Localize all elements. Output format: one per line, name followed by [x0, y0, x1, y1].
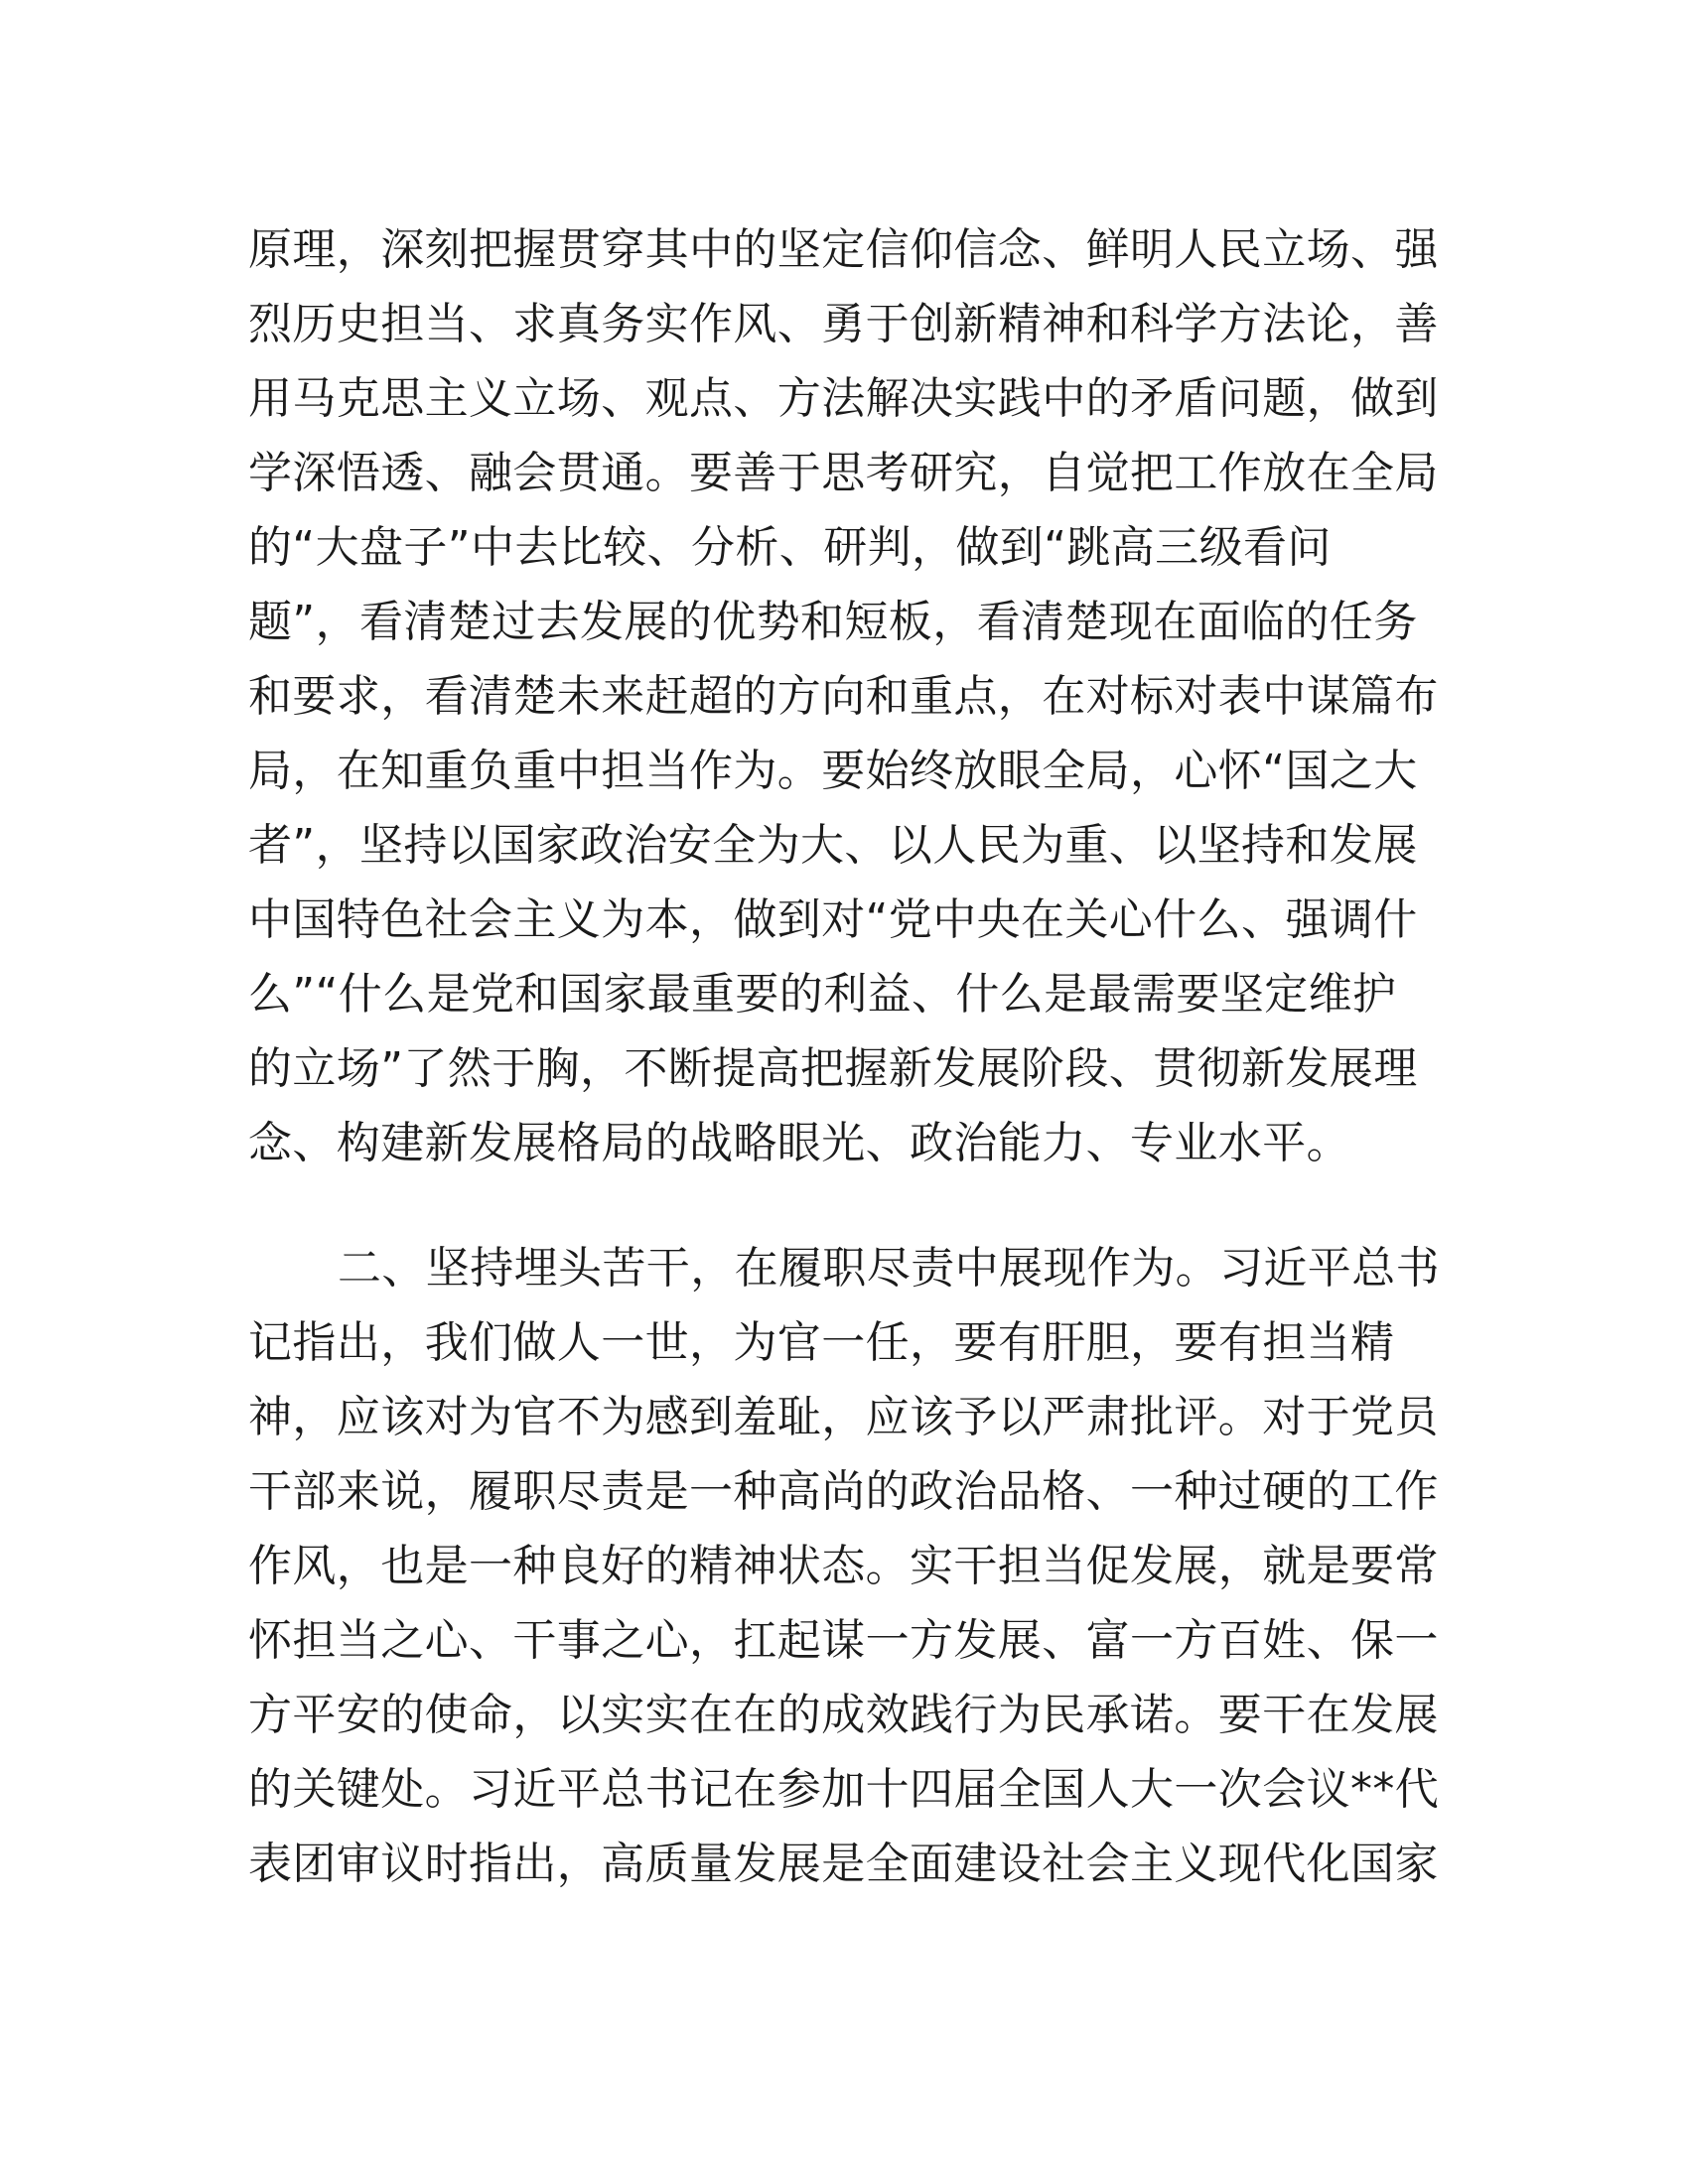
paragraph-2 — [248, 1231, 1440, 1901]
text-line: 学深悟透、融会贯通。要善于思考研究，自觉把工作放在全局 — [248, 448, 1439, 498]
text-line: 和要求，看清楚未来赶超的方向和重点，在对标对表中谋篇布 — [248, 671, 1439, 722]
text-line: 用马克思主义立场、观点、方法解决实践中的矛盾问题，做到 — [248, 373, 1439, 424]
text-line: 中国特色社会主义为本，做到对“党中央在关心什么、强调什 — [248, 894, 1418, 945]
text-line: 神，应该对为官不为感到羞耻，应该予以严肃批评。对于党员 — [248, 1392, 1439, 1442]
text-line: 记指出，我们做人一世，为官一任，要有肝胆，要有担当精 — [248, 1317, 1395, 1368]
text-line: 烈历史担当、求真务实作风、勇于创新精神和科学方法论，善 — [248, 299, 1439, 349]
text-line: 二、坚持埋头苦干，在履职尽责中展现作为。习近平总书 — [338, 1243, 1440, 1294]
text-line: 作风，也是一种良好的精神状态。实干担当促发展，就是要常 — [248, 1541, 1439, 1591]
text-line: 怀担当之心、干事之心，扛起谋一方发展、富一方百姓、保一 — [248, 1615, 1439, 1666]
text-line: 方平安的使命，以实实在在的成效践行为民承诺。要干在发展 — [248, 1690, 1439, 1740]
text-line: 题”，看清楚过去发展的优势和短板，看清楚现在面临的任务 — [248, 597, 1418, 647]
text-line: 原理，深刻把握贯穿其中的坚定信仰信念、鲜明人民立场、强 — [248, 224, 1439, 275]
text-line: 么”“什么是党和国家最重要的利益、什么是最需要坚定维护 — [248, 969, 1397, 1020]
text-line: 的关键处。习近平总书记在参加十四届全国人大一次会议**代 — [248, 1764, 1440, 1815]
text-line: 者”，坚持以国家政治安全为大、以人民为重、以坚持和发展 — [248, 820, 1418, 871]
text-line: 表团审议时指出，高质量发展是全面建设社会主义现代化国家 — [248, 1839, 1439, 1889]
text-line: 的“大盘子”中去比较、分析、研判，做到“跳高三级看问 — [248, 522, 1332, 573]
text-line: 的立场”了然于胸，不断提高把握新发展阶段、贯彻新发展理 — [248, 1043, 1418, 1094]
text-line: 念、构建新发展格局的战略眼光、政治能力、专业水平。 — [248, 1118, 1350, 1168]
paragraph-1 — [248, 212, 1440, 1180]
text-line: 局，在知重负重中担当作为。要始终放眼全局，心怀“国之大 — [248, 746, 1418, 796]
text-line: 干部来说，履职尽责是一种高尚的政治品格、一种过硬的工作 — [248, 1466, 1439, 1517]
